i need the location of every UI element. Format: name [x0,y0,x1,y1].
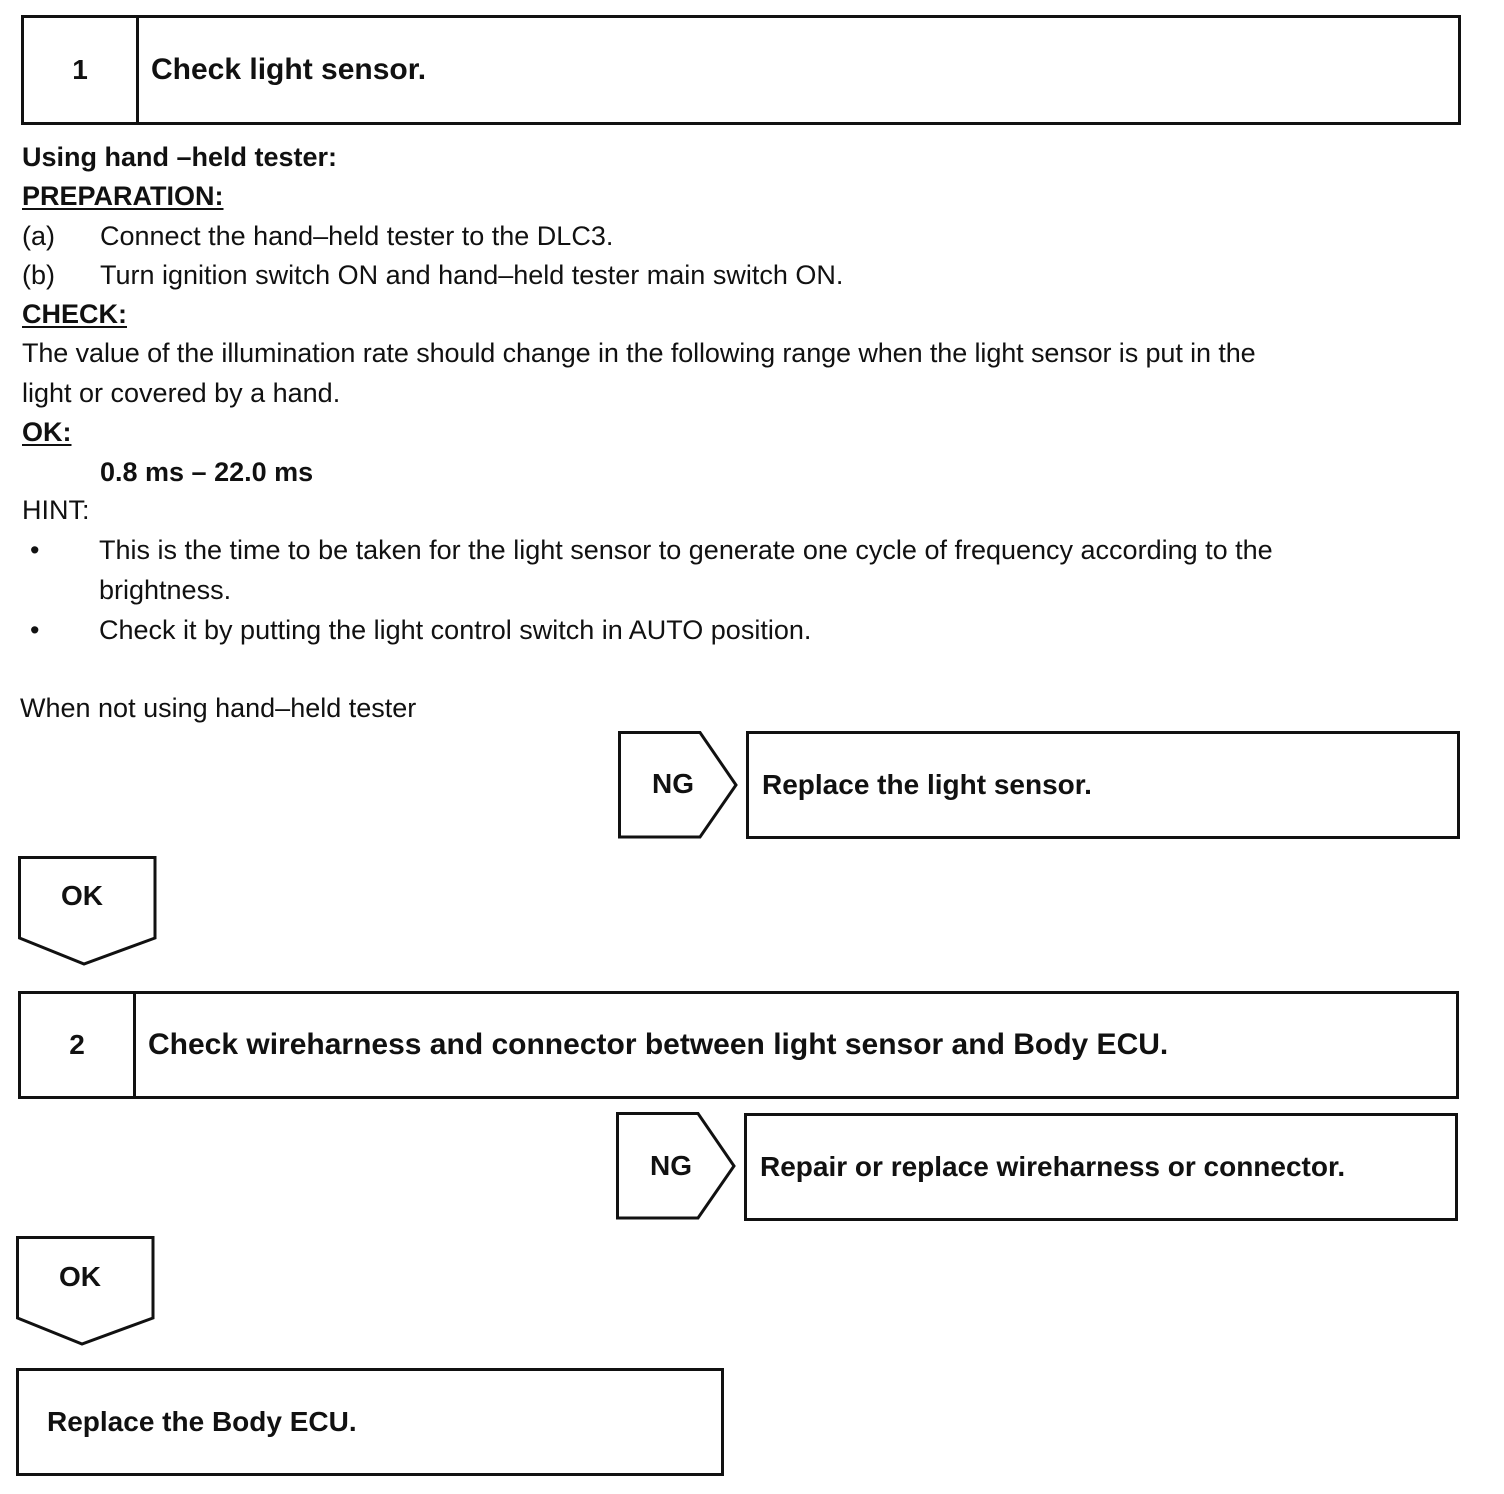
preparation-heading: PREPARATION: [22,181,224,211]
not-using-tester-text: When not using hand–held tester [20,693,417,723]
hint-2-line1: Check it by putting the light control switch in AUTO position. [99,615,812,645]
hint-1-bullet: • [30,535,40,565]
prep-step-b-marker: (b) [22,260,55,290]
check-text-line2: light or covered by a hand. [22,378,341,408]
final-result-box [16,1368,724,1476]
using-tester-heading: Using hand –held tester: [22,142,338,172]
prep-step-a-text: Connect the hand–held tester to the DLC3. [100,221,614,251]
hint-1-line1: This is the time to be taken for the light sensor to generate one cycle of frequency according to the [99,535,1273,565]
ok-label-2: OK [59,1261,101,1292]
ok-arrow-shape-1 [18,856,158,968]
final-result-text: Replace the Body ECU. [47,1406,357,1437]
hint-heading: HINT: [22,495,90,525]
step-1-box [21,15,1461,125]
ok-value: 0.8 ms – 22.0 ms [100,457,314,487]
ok-label-1: OK [61,880,103,911]
ng-result-text-1: Replace the light sensor. [762,769,1092,800]
step-2-number: 2 [21,994,136,1096]
ng-result-text-2: Repair or replace wireharness or connector. [760,1151,1346,1182]
prep-step-a-marker: (a) [22,221,55,251]
check-heading: CHECK: [22,299,127,329]
ng-result-box-1 [746,731,1460,839]
ng-result-box-2 [744,1113,1458,1221]
hint-1-line2: brightness. [99,575,232,605]
prep-step-b-text: Turn ignition switch ON and hand–held tester main switch ON. [100,260,844,290]
ng-label-2: NG [650,1150,692,1181]
check-text-line1: The value of the illumination rate should change in the following range when the light sensor is put in the [22,338,1256,368]
ng-label-1: NG [652,768,694,799]
step-1-number: 1 [24,18,139,122]
hint-2-bullet: • [30,615,40,645]
step-2-box [18,991,1459,1099]
step-1-title: Check light sensor. [151,53,427,86]
step-2-title: Check wireharness and connector between light sensor and Body ECU. [148,1028,1169,1061]
ok-heading: OK: [22,417,72,447]
